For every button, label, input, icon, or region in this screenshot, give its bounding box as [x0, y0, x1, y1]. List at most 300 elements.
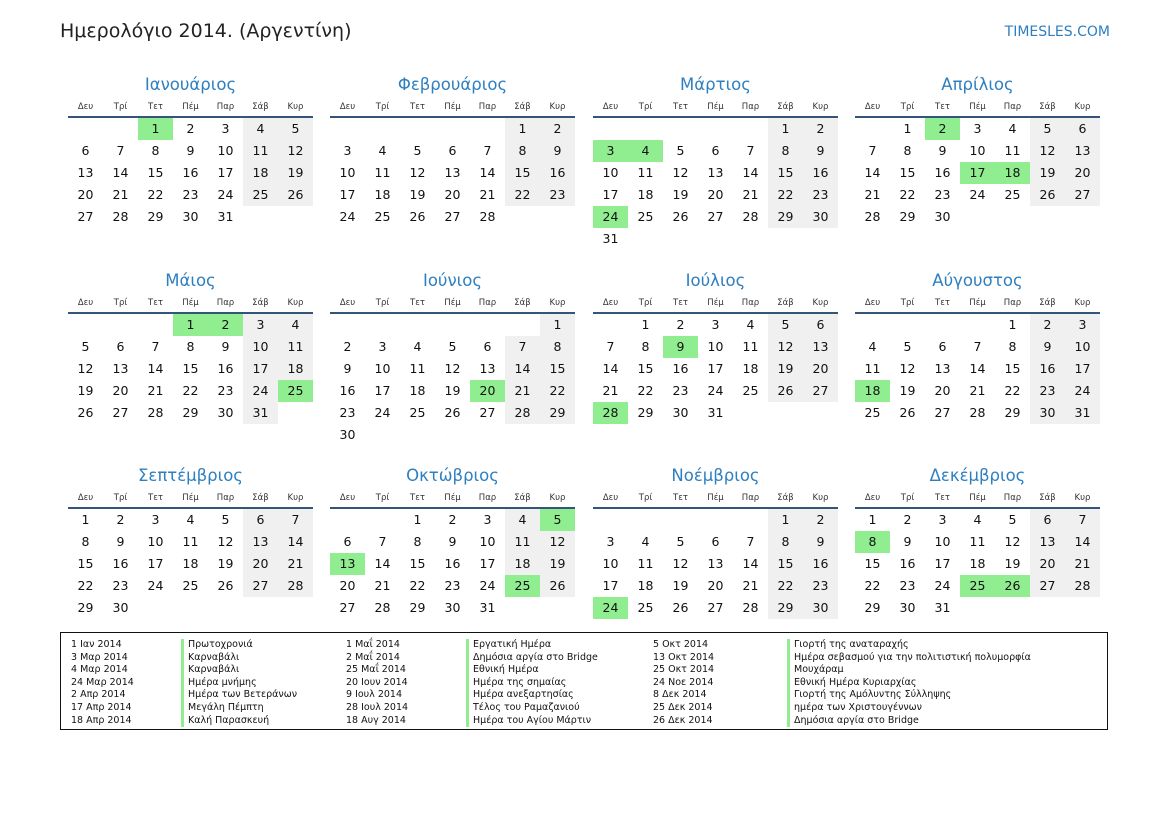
day-cell: 12 — [278, 140, 313, 162]
legend-dates-column — [71, 639, 134, 727]
day-cell: 1 — [768, 118, 803, 140]
legend-dates-column — [346, 639, 408, 727]
day-cell: 16 — [182, 165, 199, 180]
day-cell: 21 — [278, 553, 313, 575]
day-cell: 10 — [934, 534, 951, 549]
day-cell: 14 — [278, 531, 313, 553]
day-cell: 8 — [151, 143, 160, 158]
day-cell: 26 — [77, 405, 94, 420]
day-cell: 29 — [147, 209, 164, 224]
day-cell: 30 — [182, 209, 199, 224]
day-cell: 16 — [540, 162, 575, 184]
day-cell: 6 — [938, 339, 947, 354]
day-cell: 30 — [339, 427, 356, 442]
month-name: Ιούλιος — [685, 271, 746, 290]
day-cell: 11 — [637, 556, 654, 571]
weekday-header — [855, 294, 1100, 314]
weekday-label: Σάβ — [252, 493, 269, 503]
day-cell: 2 — [116, 512, 125, 527]
day-cell: 15 — [864, 556, 881, 571]
day-cell: 31 — [707, 405, 724, 420]
day-grid — [593, 118, 838, 250]
day-cell: 18 — [969, 556, 986, 571]
weekday-label: Τετ — [935, 102, 950, 112]
day-cell: 8 — [1008, 339, 1017, 354]
day-cell: 17 — [374, 383, 391, 398]
weekday-label: Σάβ — [514, 493, 531, 503]
weekday-label: Πέμ — [707, 493, 724, 503]
day-cell: 31 — [243, 402, 278, 424]
holiday-day-cell: 1 — [173, 314, 208, 336]
page-title: Ημερολόγιο 2014. (Αργεντίνη) — [60, 20, 352, 42]
day-cell: 22 — [147, 187, 164, 202]
day-cell: 12 — [217, 534, 234, 549]
weekday-label: Κυρ — [287, 298, 304, 308]
weekday-label: Τρί — [900, 102, 915, 112]
day-cell: 19 — [444, 383, 461, 398]
day-cell: 14 — [479, 165, 496, 180]
month-name: Οκτώβριος — [406, 466, 499, 485]
day-cell: 16 — [217, 361, 234, 376]
holiday-day-cell: 20 — [470, 380, 505, 402]
day-cell: 5 — [81, 339, 90, 354]
day-cell: 11 — [742, 339, 759, 354]
holiday-name: Πρωτοχρονιά — [188, 639, 253, 650]
day-cell: 25 — [374, 209, 391, 224]
day-cell: 26 — [409, 209, 426, 224]
month-name: Μάιος — [165, 271, 216, 290]
day-cell: 20 — [77, 187, 94, 202]
day-cell: 23 — [182, 187, 199, 202]
legend-names-column — [787, 639, 1031, 727]
holiday-day-cell: 4 — [628, 140, 663, 162]
day-cell: 21 — [969, 383, 986, 398]
weekday-header — [330, 98, 575, 118]
day-cell: 9 — [1030, 336, 1065, 358]
weekday-label: Κυρ — [812, 298, 829, 308]
weekday-label: Δευ — [339, 102, 356, 112]
day-cell: 14 — [969, 361, 986, 376]
month-calendar — [855, 75, 1100, 228]
day-grid — [68, 314, 313, 424]
weekday-label: Κυρ — [287, 102, 304, 112]
day-cell: 4 — [278, 314, 313, 336]
day-cell: 23 — [899, 578, 916, 593]
day-cell: 20 — [1065, 162, 1100, 184]
day-cell: 23 — [339, 405, 356, 420]
day-cell: 8 — [540, 336, 575, 358]
weekday-header — [68, 98, 313, 118]
day-cell: 19 — [672, 187, 689, 202]
holiday-day-cell: 5 — [540, 509, 575, 531]
day-cell: 23 — [803, 184, 838, 206]
weekday-label: Σάβ — [1039, 298, 1056, 308]
day-cell: 15 — [768, 162, 803, 184]
day-cell: 30 — [1030, 402, 1065, 424]
day-grid — [68, 509, 313, 619]
day-cell: 9 — [186, 143, 195, 158]
day-cell: 14 — [864, 165, 881, 180]
weekday-label: Παρ — [478, 102, 497, 112]
holiday-date: 3 Μαρ 2014 — [71, 651, 128, 663]
holiday-name: Δημόσια αργία στο Bridge — [473, 651, 598, 663]
day-cell: 1 — [868, 512, 877, 527]
day-cell: 21 — [479, 187, 496, 202]
day-cell: 5 — [448, 339, 457, 354]
day-cell: 22 — [505, 184, 540, 206]
day-cell: 11 — [637, 165, 654, 180]
day-cell: 6 — [1065, 118, 1100, 140]
day-cell: 24 — [374, 405, 391, 420]
empty-cell — [365, 314, 400, 336]
holiday-date: 1 Μαΐ 2014 — [346, 639, 400, 650]
day-cell: 19 — [672, 578, 689, 593]
holiday-day-cell: 24 — [593, 597, 628, 619]
weekday-label: Τρί — [113, 102, 128, 112]
day-cell: 30 — [217, 405, 234, 420]
day-cell: 25 — [637, 209, 654, 224]
day-cell: 14 — [147, 361, 164, 376]
day-cell: 7 — [746, 534, 755, 549]
day-cell: 4 — [243, 118, 278, 140]
weekday-header — [330, 489, 575, 509]
holiday-day-cell: 26 — [995, 575, 1030, 597]
day-cell: 1 — [641, 317, 650, 332]
holiday-name: Μεγάλη Πέμπτη — [188, 701, 264, 713]
weekday-label: Κυρ — [549, 102, 566, 112]
day-cell: 13 — [112, 361, 129, 376]
holiday-day-cell: 9 — [663, 336, 698, 358]
weekday-label: Τετ — [935, 493, 950, 503]
day-cell: 8 — [505, 140, 540, 162]
day-cell: 3 — [1065, 314, 1100, 336]
weekday-label: Παρ — [1003, 298, 1022, 308]
weekday-label: Παρ — [216, 102, 235, 112]
month-calendar — [330, 466, 575, 619]
weekday-label: Τετ — [673, 102, 688, 112]
day-cell: 28 — [479, 209, 496, 224]
empty-cell — [400, 118, 435, 140]
day-cell: 9 — [540, 140, 575, 162]
day-cell: 16 — [339, 383, 356, 398]
day-cell: 29 — [637, 405, 654, 420]
holiday-day-cell: 8 — [855, 531, 890, 553]
empty-cell — [663, 118, 698, 140]
day-cell: 15 — [1004, 361, 1021, 376]
day-cell: 27 — [444, 209, 461, 224]
day-cell: 3 — [711, 317, 720, 332]
day-cell: 7 — [278, 509, 313, 531]
day-cell: 25 — [864, 405, 881, 420]
day-cell: 16 — [1030, 358, 1065, 380]
day-cell: 10 — [969, 143, 986, 158]
holiday-date: 25 Μαΐ 2014 — [346, 664, 406, 676]
day-cell: 19 — [1030, 162, 1065, 184]
holiday-day-cell: 18 — [855, 380, 890, 402]
day-cell: 12 — [672, 165, 689, 180]
day-cell: 1 — [540, 314, 575, 336]
weekday-label: Τρί — [113, 298, 128, 308]
day-cell: 20 — [707, 187, 724, 202]
month-name: Σεπτέμβριος — [138, 466, 243, 485]
day-cell: 29 — [864, 600, 881, 615]
holiday-day-cell: 3 — [593, 140, 628, 162]
day-cell: 8 — [768, 140, 803, 162]
day-cell: 15 — [637, 361, 654, 376]
day-cell: 30 — [803, 597, 838, 619]
day-cell: 10 — [1065, 336, 1100, 358]
day-cell: 19 — [768, 358, 803, 380]
empty-cell — [365, 118, 400, 140]
day-cell: 14 — [742, 165, 759, 180]
day-cell: 27 — [77, 209, 94, 224]
day-cell: 5 — [1008, 512, 1017, 527]
empty-cell — [628, 118, 663, 140]
holiday-day-cell: 18 — [995, 162, 1030, 184]
day-cell: 4 — [746, 317, 755, 332]
empty-cell — [435, 118, 470, 140]
day-cell: 27 — [1030, 575, 1065, 597]
day-cell: 28 — [864, 209, 881, 224]
day-cell: 19 — [217, 556, 234, 571]
weekday-label: Σάβ — [777, 298, 794, 308]
weekday-label: Δευ — [77, 102, 94, 112]
day-cell: 24 — [1065, 380, 1100, 402]
day-cell: 28 — [1065, 575, 1100, 597]
day-cell: 20 — [112, 383, 129, 398]
day-cell: 22 — [182, 383, 199, 398]
holiday-date: 25 Δεκ 2014 — [653, 701, 713, 713]
holiday-name: Ημέρα του Αγίου Μάρτιν — [473, 714, 592, 726]
day-cell: 5 — [676, 534, 685, 549]
day-cell: 15 — [409, 556, 426, 571]
day-cell: 23 — [217, 383, 234, 398]
day-cell: 17 — [243, 358, 278, 380]
day-cell: 26 — [217, 578, 234, 593]
day-cell: 26 — [899, 405, 916, 420]
day-cell: 18 — [637, 578, 654, 593]
holiday-date: 13 Οκτ 2014 — [653, 651, 715, 663]
day-cell: 3 — [606, 534, 615, 549]
day-cell: 13 — [707, 165, 724, 180]
day-cell: 26 — [1030, 184, 1065, 206]
day-cell: 3 — [243, 314, 278, 336]
day-cell: 17 — [934, 556, 951, 571]
weekday-label: Πέμ — [182, 493, 199, 503]
day-cell: 13 — [1030, 531, 1065, 553]
weekday-header — [593, 294, 838, 314]
day-grid — [68, 118, 313, 228]
month-calendar — [855, 466, 1100, 619]
day-cell: 20 — [1030, 553, 1065, 575]
weekday-label: Πέμ — [969, 298, 986, 308]
day-cell: 3 — [483, 512, 492, 527]
day-cell: 17 — [602, 187, 619, 202]
weekday-label: Δευ — [602, 493, 619, 503]
day-cell: 25 — [243, 184, 278, 206]
weekday-label: Τετ — [148, 102, 163, 112]
day-cell: 14 — [742, 556, 759, 571]
day-cell: 7 — [378, 534, 387, 549]
day-cell: 7 — [606, 339, 615, 354]
holiday-name: Καλή Παρασκευή — [188, 714, 270, 726]
day-cell: 10 — [339, 165, 356, 180]
month-name: Μάρτιος — [680, 75, 751, 94]
day-cell: 27 — [339, 600, 356, 615]
day-cell: 22 — [1004, 383, 1021, 398]
weekday-label: Κυρ — [287, 493, 304, 503]
weekday-label: Παρ — [741, 493, 760, 503]
day-cell: 1 — [903, 121, 912, 136]
holiday-name: Ημέρα των Βετεράνων — [188, 689, 298, 701]
day-cell: 16 — [444, 556, 461, 571]
day-cell: 22 — [768, 184, 803, 206]
empty-cell — [733, 509, 768, 531]
month-name: Ιανουάριος — [144, 75, 237, 94]
weekday-label: Κυρ — [1074, 298, 1091, 308]
holiday-name: Εθνική Ημέρα — [473, 664, 539, 676]
day-cell: 9 — [343, 361, 352, 376]
day-cell: 10 — [479, 534, 496, 549]
weekday-label: Σάβ — [777, 102, 794, 112]
weekday-label: Παρ — [741, 102, 760, 112]
day-cell: 24 — [479, 578, 496, 593]
day-cell: 25 — [1004, 187, 1021, 202]
day-cell: 12 — [672, 556, 689, 571]
weekday-label: Κυρ — [1074, 102, 1091, 112]
weekday-label: Δευ — [602, 102, 619, 112]
holiday-date: 25 Οκτ 2014 — [653, 664, 715, 676]
holiday-name: Μουχάραμ — [794, 664, 844, 676]
day-cell: 7 — [868, 143, 877, 158]
month-calendar — [593, 75, 838, 250]
day-cell: 6 — [116, 339, 125, 354]
day-cell: 20 — [707, 578, 724, 593]
day-cell: 7 — [151, 339, 160, 354]
day-cell: 15 — [182, 361, 199, 376]
day-cell: 26 — [444, 405, 461, 420]
day-cell: 18 — [637, 187, 654, 202]
day-cell: 11 — [243, 140, 278, 162]
day-cell: 6 — [803, 314, 838, 336]
day-cell: 8 — [641, 339, 650, 354]
day-cell: 2 — [186, 121, 195, 136]
month-calendar — [68, 75, 313, 228]
weekday-label: Τετ — [410, 493, 425, 503]
day-cell: 2 — [903, 512, 912, 527]
day-cell: 12 — [899, 361, 916, 376]
day-cell: 25 — [637, 600, 654, 615]
weekday-label: Πέμ — [182, 102, 199, 112]
day-cell: 7 — [483, 143, 492, 158]
day-cell: 29 — [768, 597, 803, 619]
site-link[interactable]: TIMESLES.COM — [1004, 24, 1110, 40]
weekday-label: Σάβ — [514, 298, 531, 308]
day-cell: 16 — [672, 361, 689, 376]
holiday-name: Εθνική Ημέρα Κυριαρχίας — [794, 676, 917, 688]
day-cell: 28 — [374, 600, 391, 615]
day-cell: 9 — [116, 534, 125, 549]
empty-cell — [593, 509, 628, 531]
day-cell: 22 — [540, 380, 575, 402]
day-cell: 2 — [803, 118, 838, 140]
weekday-label: Κυρ — [812, 493, 829, 503]
day-cell: 20 — [243, 553, 278, 575]
day-cell: 1 — [1008, 317, 1017, 332]
day-cell: 27 — [479, 405, 496, 420]
day-cell: 6 — [711, 534, 720, 549]
holiday-name: Ημέρα σεβασμού για την πολιτιστική πολυμορφία — [794, 651, 1031, 663]
day-grid — [330, 509, 575, 619]
day-cell: 20 — [803, 358, 838, 380]
day-cell: 27 — [707, 600, 724, 615]
day-cell: 17 — [339, 187, 356, 202]
weekday-label: Σάβ — [777, 493, 794, 503]
day-cell: 18 — [505, 553, 540, 575]
weekday-label: Δευ — [77, 298, 94, 308]
day-cell: 5 — [221, 512, 230, 527]
weekday-label: Δευ — [339, 493, 356, 503]
weekday-label: Τρί — [375, 102, 390, 112]
day-cell: 19 — [278, 162, 313, 184]
day-cell: 11 — [409, 361, 426, 376]
day-cell: 26 — [540, 575, 575, 597]
day-cell: 13 — [803, 336, 838, 358]
day-cell: 26 — [672, 209, 689, 224]
day-cell: 7 — [116, 143, 125, 158]
weekday-label: Δευ — [864, 102, 881, 112]
weekday-label: Τρί — [375, 493, 390, 503]
day-cell: 29 — [899, 209, 916, 224]
weekday-label: Πέμ — [444, 493, 461, 503]
empty-cell — [68, 118, 103, 140]
day-cell: 11 — [969, 534, 986, 549]
weekday-label: Τρί — [638, 493, 653, 503]
weekday-label: Κυρ — [549, 493, 566, 503]
day-cell: 9 — [803, 531, 838, 553]
day-cell: 9 — [903, 534, 912, 549]
day-cell: 28 — [742, 209, 759, 224]
day-cell: 30 — [899, 600, 916, 615]
weekday-label: Πέμ — [969, 102, 986, 112]
day-cell: 10 — [374, 361, 391, 376]
weekday-label: Πέμ — [182, 298, 199, 308]
day-cell: 23 — [803, 575, 838, 597]
day-cell: 3 — [973, 121, 982, 136]
day-cell: 23 — [540, 184, 575, 206]
weekday-label: Σάβ — [252, 298, 269, 308]
day-cell: 7 — [1065, 509, 1100, 531]
empty-cell — [400, 314, 435, 336]
day-cell: 25 — [742, 383, 759, 398]
day-cell: 8 — [186, 339, 195, 354]
holiday-date: 18 Απρ 2014 — [71, 714, 132, 726]
empty-cell — [470, 314, 505, 336]
day-cell: 18 — [243, 162, 278, 184]
weekday-label: Πέμ — [444, 298, 461, 308]
empty-cell — [855, 314, 890, 336]
day-cell: 18 — [182, 556, 199, 571]
day-cell: 29 — [409, 600, 426, 615]
holiday-legend — [60, 632, 1108, 730]
day-cell: 28 — [969, 405, 986, 420]
legend-names-column — [466, 639, 598, 727]
day-cell: 29 — [540, 402, 575, 424]
day-cell: 23 — [672, 383, 689, 398]
day-cell: 19 — [77, 383, 94, 398]
weekday-label: Σάβ — [252, 102, 269, 112]
day-cell: 15 — [505, 162, 540, 184]
